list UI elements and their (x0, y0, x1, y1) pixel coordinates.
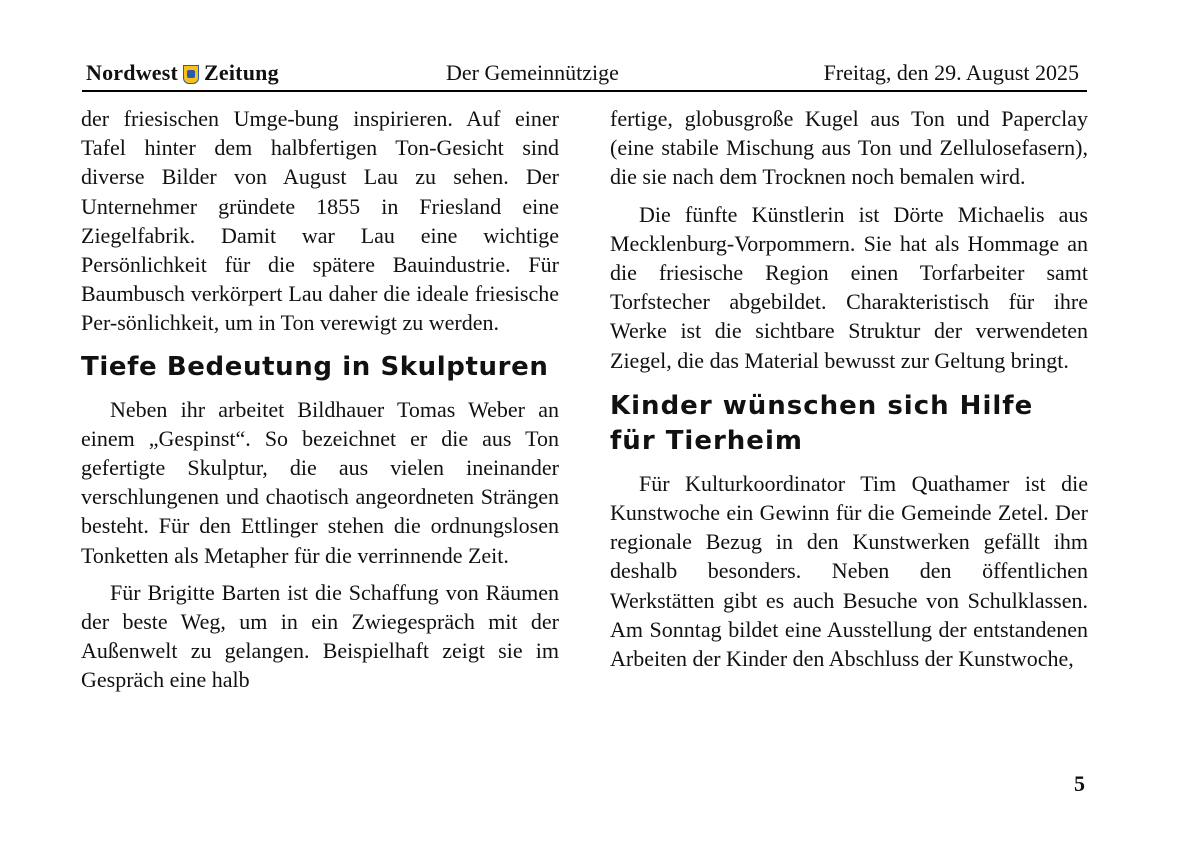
right-column (610, 104, 1088, 681)
page-header (82, 58, 1087, 92)
left-paragraph-1: der friesischen Umge-bung inspirieren. Auf einer Tafel hinter dem halbfertigen Ton-Gesicht sind diverse Bilder von August Lau zu sehen. Der Unternehmer gründete 1855 in Friesland eine Ziegelfabrik. Damit war Lau eine wichtige Persönlichkeit für die spätere Bauindustrie. Für Baumbusch verkörpert Lau daher die ideale friesische Per-sönlichkeit, um in Ton verewigt zu werden. (81, 106, 559, 336)
page-number: 5 (1074, 771, 1085, 796)
right-paragraph-1: fertige, globusgroße Kugel aus Ton und Paperclay (eine stabile Mischung aus Ton und Zellulosefasern), die sie nach dem Trocknen noch bemalen wird. (610, 106, 1088, 190)
left-column (81, 104, 559, 703)
masthead-right: Zeitung (204, 60, 279, 85)
left-paragraph-2: Neben ihr arbeitet Bildhauer Tomas Weber an einem „Gespinst“. So bezeichnet er die aus Ton gefertigte Skulptur, die aus vielen ineinander verschlungenen und chaotisch angeordneten Strängen besteht. Für den Ettlinger stehen die ordnungslosen Tonketten als Metapher für die verrinnende Zeit. (81, 396, 559, 568)
publication-subtitle: Der Gemeinnützige (446, 60, 619, 85)
newspaper-masthead (86, 60, 279, 86)
section-heading-sculptures: Tiefe Bedeutung in Skulpturen (81, 351, 549, 382)
masthead-left: Nordwest (86, 60, 179, 85)
coat-of-arms-icon (183, 65, 199, 84)
right-paragraph-3: Für Kulturkoordinator Tim Quathamer ist die Kunstwoche ein Gewinn für die Gemeinde Zetel. Der regionale Bezug in den Kunstwerken gefällt ihm deshalb besonders. Neben den öffentlichen Werkstätten gibt es auch Besuche von Schulklassen. Am Sonntag bildet eine Ausstellung der entstandenen Arbeiten der Kinder den Abschluss der Kunstwoche, (610, 470, 1088, 672)
issue-date: Freitag, den 29. August 2025 (823, 60, 1079, 85)
right-paragraph-2: Die fünfte Künstlerin ist Dörte Michaelis aus Mecklenburg-Vorpommern. Sie hat als Hommage an die friesische Region einen Torfarbeiter samt Torfstecher abgebildet. Charakteristisch für ihre Werke ist die sichtbare Struktur der verwendeten Ziegel, die das Material bewusst zur Geltung bringt. (610, 201, 1088, 373)
left-paragraph-3: Für Brigitte Barten ist die Schaffung von Räumen der beste Weg, um in ein Zwiegespräch mit der Außenwelt zu gelangen. Beispielhaft zeigt sie im Gespräch eine halb (81, 579, 559, 693)
section-heading-animal-shelter: Kinder wünschen sich Hilfe für Tierheim (610, 390, 1034, 456)
